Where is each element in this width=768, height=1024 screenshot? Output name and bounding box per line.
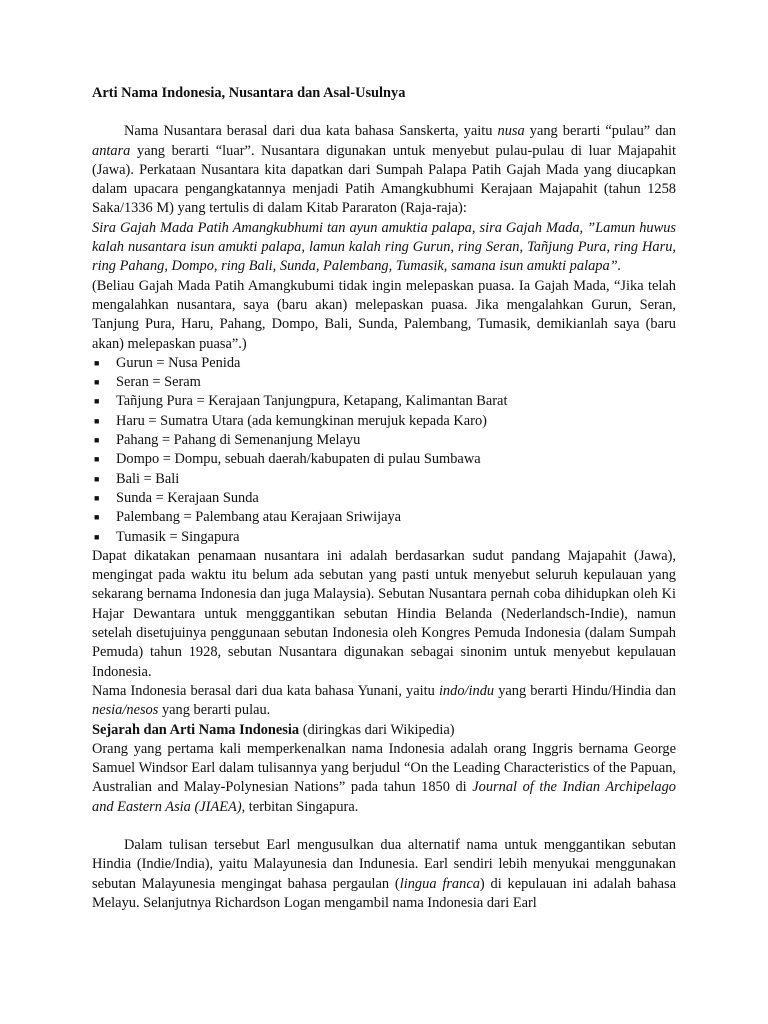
paragraph-earl-proposal [92, 836, 676, 913]
palapa-oath-quote [92, 219, 676, 277]
list-item [92, 450, 676, 469]
list-item-text: Gurun = Nusa Penida [116, 354, 241, 371]
list-item [92, 354, 676, 373]
square-bullet-icon: ■ [94, 435, 100, 446]
text: ) di kepulauan ini adalah bahasa Melayu. Selanjutnya Richardson Logan mengambil nama Indonesia dari Earl [92, 875, 676, 911]
text: Dalam tulisan tersebut Earl mengusulkan dua alternatif nama untuk menggantikan sebutan Hindia (Indie/India), yaitu Malayunesia dan Indunesia. Earl sendiri lebih menyukai menggunakan sebutan Malayunesia mengingat bahasa pergaulan ( [92, 836, 676, 892]
term-antara: antara [92, 142, 131, 159]
paragraph-nusantara-origin [92, 122, 676, 218]
square-bullet-icon: ■ [94, 415, 100, 426]
list-item [92, 373, 676, 392]
place-list [92, 354, 676, 547]
text: Nama Indonesia berasal dari dua kata bahasa Yunani, yaitu [92, 682, 439, 699]
text: yang berarti Hindu/Hindia dan [494, 682, 676, 699]
text: yang berarti “luar”. Nusantara digunakan untuk menyebut pulau-pulau di luar Majapahit (Jawa). Perkataan Nusantara kita dapatkan dari Sumpah Palapa Patih Gajah Mada yang diucapkan dalam upacara pengangkatannya menjadi Patih Amangkubhumi Kerajaan Majapahit (tahun 1258 Saka/1336 M) yang tertulis di dalam Kitab Pararaton (Raja-raja): [92, 142, 676, 217]
list-item-text: Palembang = Palembang atau Kerajaan Sriwijaya [116, 509, 402, 526]
section-heading: Sejarah dan Arti Nama Indonesia [92, 721, 300, 738]
text: yang berarti “pulau” dan [524, 123, 676, 140]
text: Nama Nusantara berasal dari dua kata bahasa Sanskerta, yaitu [124, 123, 498, 140]
list-item [92, 431, 676, 450]
section-heading-row [92, 721, 676, 740]
text: yang berarti pulau. [158, 702, 271, 719]
square-bullet-icon: ■ [94, 512, 100, 523]
square-bullet-icon: ■ [94, 492, 100, 503]
document-page [92, 84, 676, 913]
list-item-text: Dompo = Dompu, sebuah daerah/kabupaten di pulau Sumbawa [116, 451, 481, 468]
square-bullet-icon: ■ [94, 377, 100, 388]
list-item [92, 470, 676, 489]
paragraph-indonesia-etymology [92, 682, 676, 721]
square-bullet-icon: ■ [94, 454, 100, 465]
square-bullet-icon: ■ [94, 531, 100, 542]
list-item [92, 508, 676, 527]
list-item-text: Haru = Sumatra Utara (ada kemungkinan merujuk kepada Karo) [116, 412, 487, 429]
list-item [92, 412, 676, 431]
journal-title: Journal of the Indian Archipelago and Eastern Asia (JIAEA) [92, 779, 676, 815]
section-source-note: (diringkas dari Wikipedia) [299, 721, 455, 738]
term-indo: indo/indu [438, 682, 495, 699]
term-lingua-franca: lingua franca [399, 875, 480, 892]
page-title: Arti Nama Indonesia, Nusantara dan Asal-Usulnya [92, 85, 406, 101]
square-bullet-icon: ■ [94, 396, 100, 407]
oath-translation: (Beliau Gajah Mada Patih Amangkubumi tidak ingin melepaskan puasa. Ia Gajah Mada, “Jika telah mengalahkan nusantara, saya (baru akan) melepaskan puasa. Jika mengalahkan Gurun, Seran, Tanjung Pura, Haru, Pahang, Dompo, Bali, Sunda, Palembang, Tumasik, demikianlah saya (baru akan) melepaskan puasa”.) [92, 277, 676, 352]
list-item [92, 489, 676, 508]
list-item [92, 528, 676, 547]
list-item-text: Seran = Seram [116, 374, 201, 391]
list-item-text: Bali = Bali [116, 470, 180, 487]
list-item-text: Sunda = Kerajaan Sunda [116, 489, 259, 506]
paragraph-nusantara-perspective: Dapat dikatakan penamaan nusantara ini adalah berdasarkan sudut pandang Majapahit (Jawa), mengingat pada waktu itu belum ada sebutan yang pasti untuk menyebut seluruh kepulauan yang sekarang bernama Indonesia dan juga Malaysia). Sebutan Nusantara pernah coba dihidupkan oleh Ki Hajar Dewantara untuk mengggantikan sebutan Hindia Belanda (Nederlandsch-Indie), namun setelah disetujuinya penggunaan sebutan Indonesia oleh Kongres Pemuda Indonesia (dalam Sumpah Pemuda) tahun 1928, sebutan Nusantara digunakan sebagai sinonim untuk menyebut kepulauan Indonesia. [92, 547, 676, 680]
list-item-text: Tañjung Pura = Kerajaan Tanjungpura, Ketapang, Kalimantan Barat [116, 393, 508, 410]
text: Orang yang pertama kali memperkenalkan nama Indonesia adalah orang Inggris bernama George Samuel Windsor Earl dalam tulisannya yang berjudul “On the Leading Characteristics of the Papuan, Australian and Malay-Polynesian Nations” pada tahun 1850 di [92, 740, 676, 796]
list-item-text: Tumasik = Singapura [116, 528, 240, 545]
oath-text: Sira Gajah Mada Patih Amangkubhumi tan ayun amuktia palapa, sira Gajah Mada, ”Lamun huwus kalah nusantara isun amukti palapa, lamun kalah ring Gurun, ring Seran, Tañjung Pura, ring Haru, ring Pahang, Dompo, ring Bali, Sunda, Palembang, Tumasik, samana isun amukti palapa”. [92, 219, 676, 275]
paragraph-earl-intro [92, 740, 676, 817]
square-bullet-icon: ■ [94, 473, 100, 484]
list-item [92, 392, 676, 411]
square-bullet-icon: ■ [94, 357, 100, 368]
term-nusa: nusa [497, 123, 525, 140]
text: , terbitan Singapura. [241, 798, 359, 815]
list-item-text: Pahang = Pahang di Semenanjung Melayu [116, 432, 361, 449]
term-nesia: nesia/nesos [92, 702, 159, 719]
